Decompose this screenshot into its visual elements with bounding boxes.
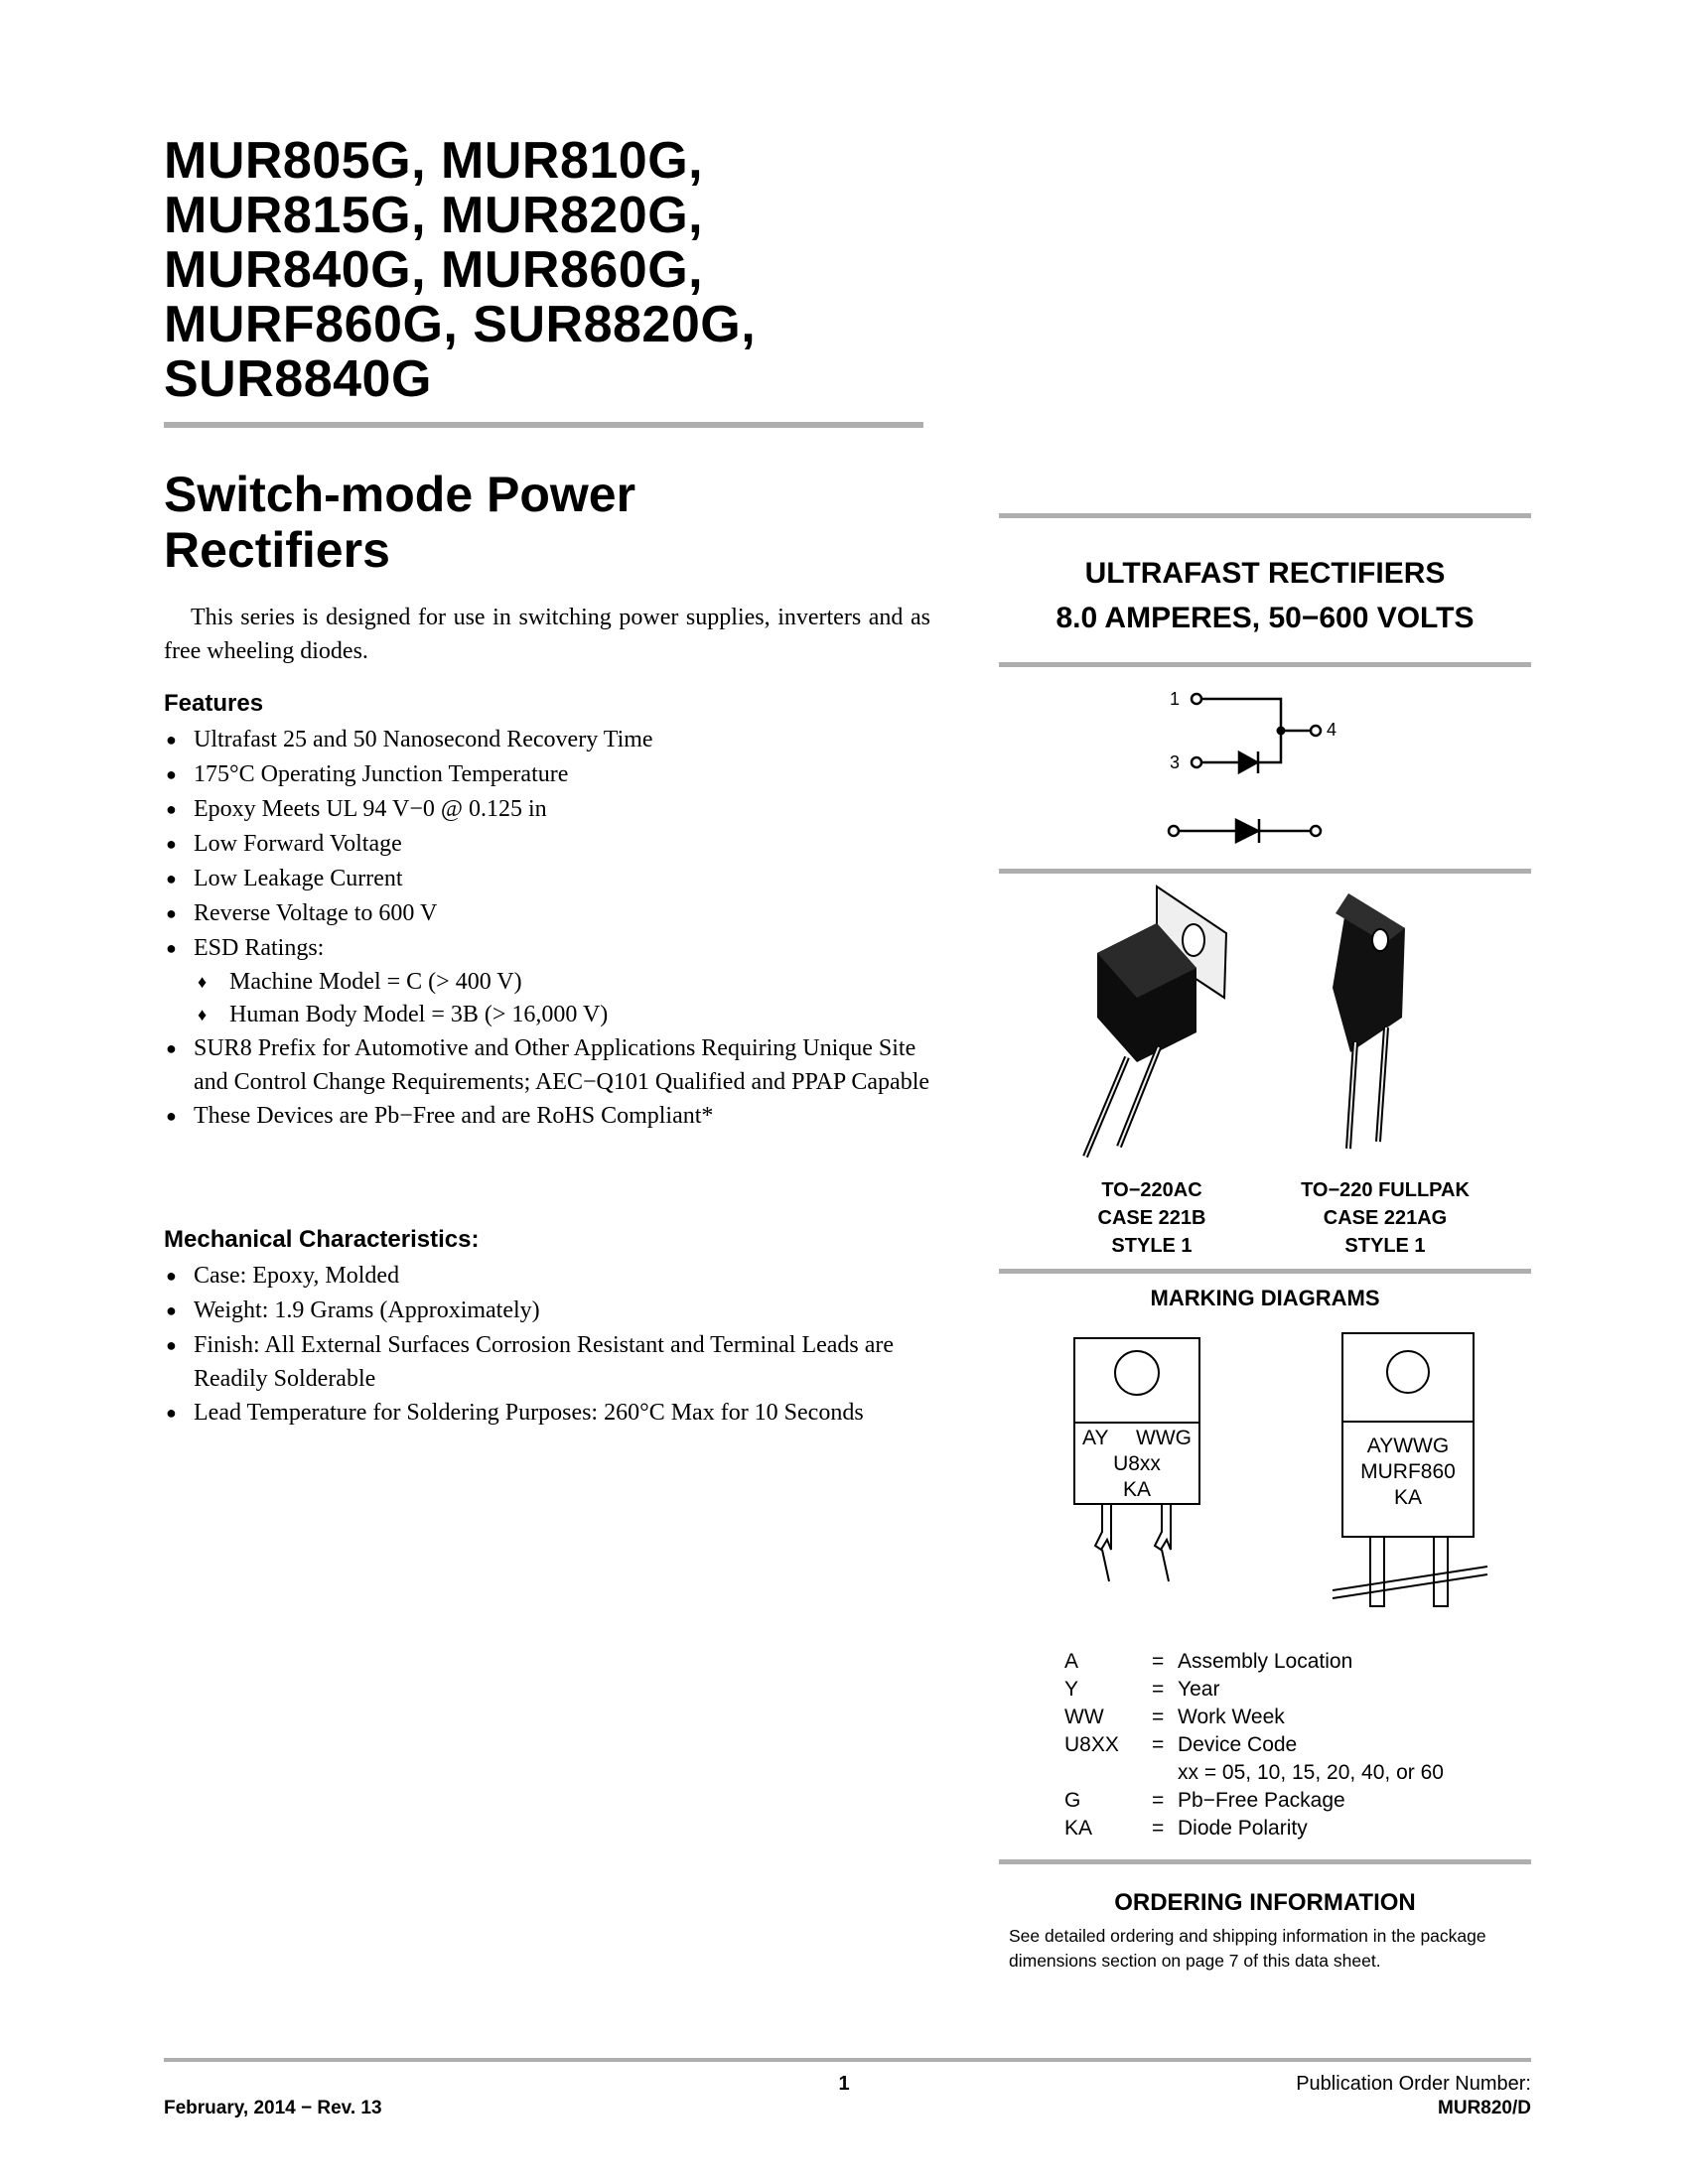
marking-text-fullpak [1342,1433,1474,1511]
legend-key: WW [1064,1706,1104,1728]
feature-item-label: ESD Ratings: [194,935,325,961]
dual-terminal-circuit [1192,694,1321,773]
feature-item: ● Low Leakage Current [164,862,938,896]
marking-line: KA [1122,1478,1151,1501]
mechanical-list [164,1259,958,1431]
intro-paragraph: This series is designed for use in switching power supplies, inverters and as free wheeling diodes. [164,605,930,664]
right-divider [999,662,1531,667]
feature-item: ● Low Forward Voltage [164,827,938,862]
feature-item: ● Ultrafast 25 and 50 Nanosecond Recovery Time [164,723,938,757]
legend-value: Assembly Location [1178,1650,1353,1673]
legend-key: A [1064,1650,1079,1673]
legend-key: KA [1064,1817,1093,1840]
title-line: MURF860G, SUR8820G, [164,296,757,353]
legend-equals: = [1152,1650,1165,1673]
subtitle-line: Rectifiers [164,522,390,578]
title-line: MUR840G, MUR860G, [164,241,704,299]
mechanical-item: ● Lead Temperature for Soldering Purposes: 260°C Max for 10 Seconds [164,1396,958,1431]
package-label-line: CASE 221B [1097,1207,1206,1229]
legend-equals: = [1152,1817,1165,1840]
marking-code: AY [1082,1427,1109,1449]
marking-line: U8xx [1113,1452,1161,1475]
feature-item: ● These Devices are Pb−Free and are RoHS Compliant* [164,1099,938,1134]
pin-3-label: 3 [1170,752,1181,772]
package-label-line: CASE 221AG [1323,1207,1448,1229]
features-heading: Features [164,690,264,717]
title-line: MUR805G, MUR810G, [164,132,704,190]
to220-fullpak-package-image [1311,888,1460,1161]
heading-line: 8.0 AMPERES, 50−600 VOLTS [1055,602,1475,634]
marking-line: MURF860 [1360,1460,1456,1483]
marking-line: KA [1393,1486,1422,1509]
part-number-title [164,134,918,407]
marking-diagrams-heading: MARKING DIAGRAMS [1150,1286,1380,1310]
title-divider [164,422,923,428]
legend-equals: = [1152,1678,1165,1701]
junction-dot [1277,727,1286,736]
legend-equals: = [1152,1733,1165,1756]
legend-key: G [1064,1789,1081,1812]
legend-value: Pb−Free Package [1178,1789,1345,1812]
legend-equals: = [1152,1706,1165,1728]
legend-value: Diode Polarity [1178,1817,1308,1840]
mechanical-heading: Mechanical Characteristics: [164,1226,480,1253]
publication-order-label: Publication Order Number: [1296,2073,1531,2095]
package-label-line: STYLE 1 [1344,1235,1426,1257]
marking-line [1076,1426,1197,1451]
legend-value: Device Code [1178,1733,1298,1756]
package-label-line: TO−220AC [1101,1179,1202,1201]
diode-schematic [1132,680,1370,854]
marking-code: WWG [1136,1427,1192,1449]
ordering-info-text: See detailed ordering and shipping information in the package dimensions section on page 7 of this data sheet. [1009,1926,1486,1971]
to220ac-package-image [1057,879,1246,1171]
features-list [164,723,938,1134]
feature-item: ● Epoxy Meets UL 94 V−0 @ 0.125 in [164,792,938,827]
page-number: 1 [838,2073,850,2095]
product-subtitle [164,467,859,578]
ordering-info-heading: ORDERING INFORMATION [1114,1889,1416,1916]
date-revision: February, 2014 − Rev. 13 [164,2098,382,2118]
package-label-line: TO−220 FULLPAK [1301,1179,1470,1201]
right-divider [999,513,1531,518]
package-label-line: STYLE 1 [1111,1235,1193,1257]
legend-key: U8XX [1064,1733,1119,1756]
publication-order-number: MUR820/D [1438,2098,1531,2118]
diode-symbol [1169,819,1321,843]
title-line: MUR815G, MUR820G, [164,187,704,244]
right-divider [999,1269,1531,1274]
esd-subitem: ♦ Machine Model = C (> 400 V) [194,966,938,999]
title-line: SUR8840G [164,350,432,408]
right-divider [999,1859,1531,1864]
right-divider [999,869,1531,874]
heading-line: ULTRAFAST RECTIFIERS [1084,557,1446,590]
legend-equals: = [1152,1789,1165,1812]
footer-divider [164,2058,1531,2062]
esd-subitem: ♦ Human Body Model = 3B (> 16,000 V) [194,999,938,1031]
subtitle-line: Switch-mode Power [164,467,636,522]
marking-line: AYWWG [1366,1434,1450,1457]
pin-1-label: 1 [1170,689,1181,709]
legend-value: xx = 05, 10, 15, 20, 40, or 60 [1178,1761,1444,1784]
feature-item: ● 175°C Operating Junction Temperature [164,757,938,792]
feature-item: ● SUR8 Prefix for Automotive and Other Applications Requiring Unique Site and Control Change Requirements; AEC−Q101 Qualified and PPAP Capable [164,1031,938,1099]
mechanical-item: ● Case: Epoxy, Molded [164,1259,958,1294]
feature-item: ● Reverse Voltage to 600 V [164,896,938,931]
marking-text-to220ac [1076,1426,1197,1503]
legend-value: Work Week [1178,1706,1285,1728]
package-label-fullpak [1261,1176,1509,1260]
legend-value: Year [1178,1678,1220,1701]
esd-sublist [194,966,938,1031]
mechanical-item: ● Weight: 1.9 Grams (Approximately) [164,1294,958,1328]
rectifier-rating-heading [999,551,1531,640]
package-label-to220ac [1033,1176,1271,1260]
feature-item-esd [164,931,938,1031]
mechanical-item: ● Finish: All External Surfaces Corrosion Resistant and Terminal Leads are Readily Solderable [164,1328,958,1396]
pin-4-label: 4 [1327,720,1337,740]
legend-key: Y [1064,1678,1079,1701]
